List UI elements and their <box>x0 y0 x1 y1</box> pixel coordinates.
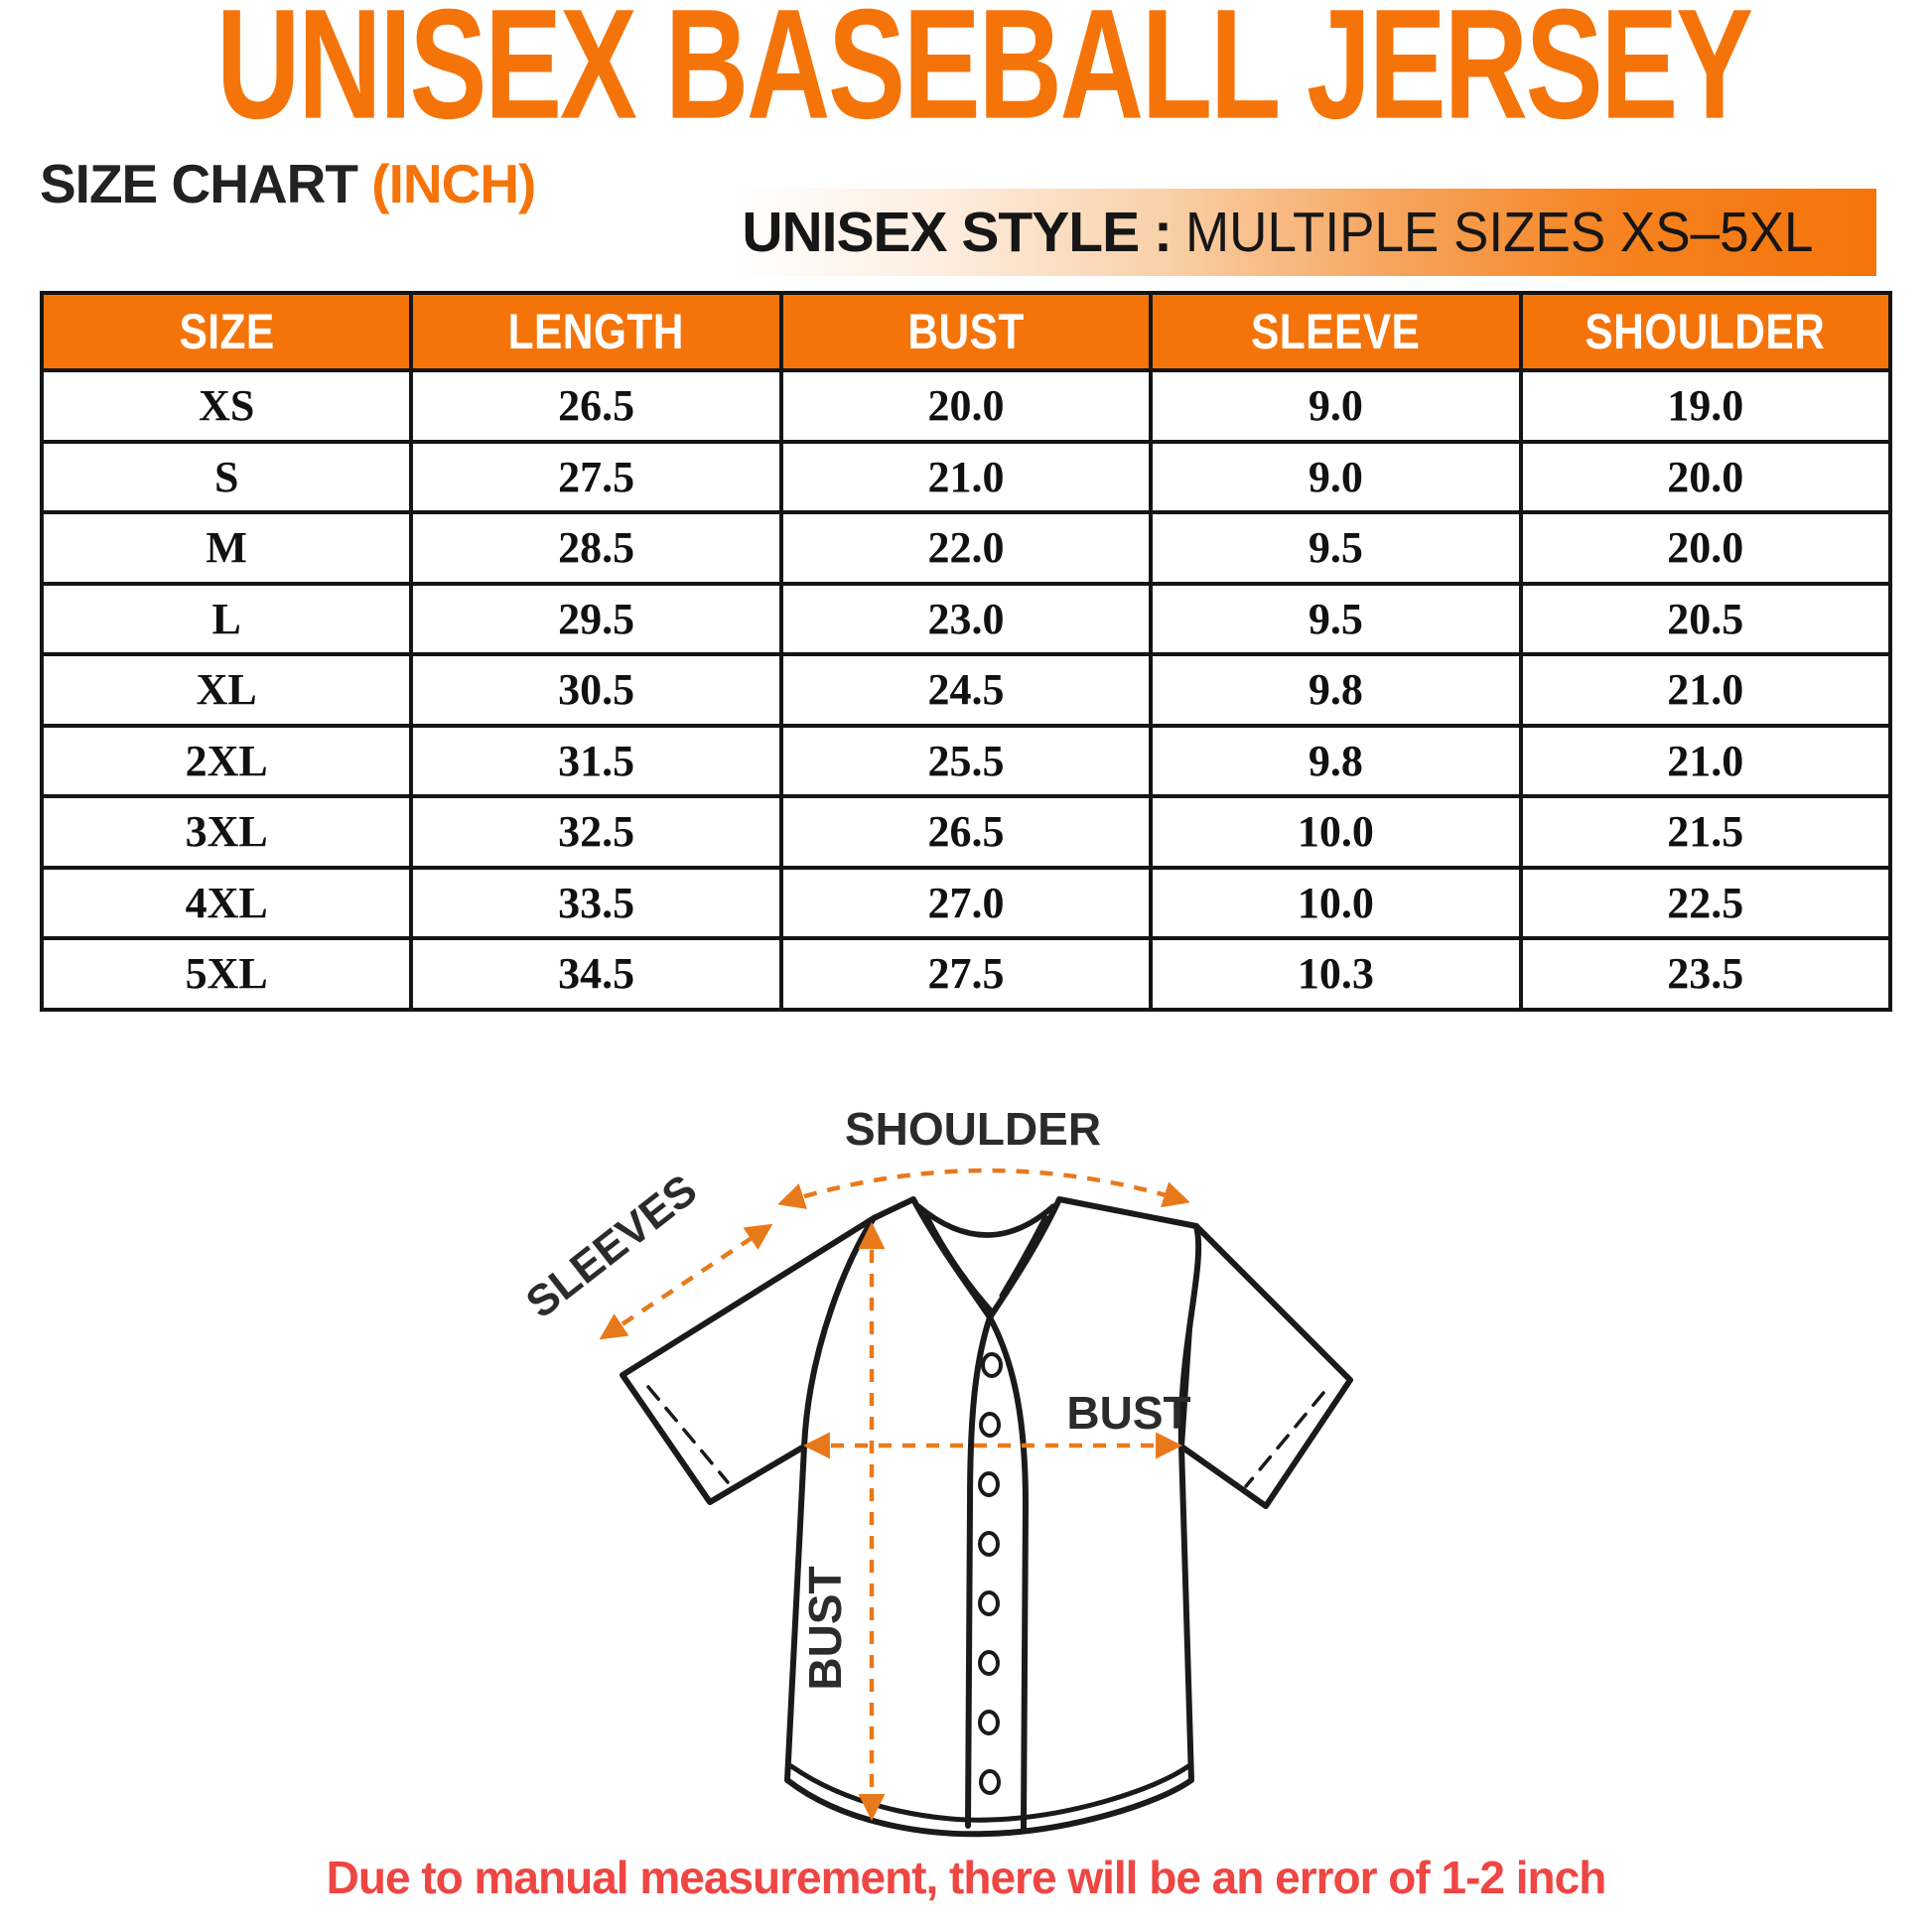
value-cell: 9.0 <box>1151 442 1520 513</box>
column-header-label: LENGTH <box>507 304 685 359</box>
value-cell: 20.5 <box>1521 584 1890 655</box>
value-cell: 21.0 <box>1521 654 1890 726</box>
shoulder-label: SHOULDER <box>844 1103 1102 1155</box>
column-header <box>1151 293 1520 370</box>
page-title <box>0 0 1932 152</box>
button-icon <box>981 1771 999 1793</box>
size-table-header-row <box>42 293 1890 370</box>
value-cell: 10.0 <box>1151 796 1520 868</box>
jersey-svg <box>472 1087 1464 1852</box>
value-cell: 21.5 <box>1521 796 1890 868</box>
value-cell: 31.5 <box>411 726 780 797</box>
value-cell: 9.8 <box>1151 654 1520 726</box>
table-row <box>42 726 1890 797</box>
button-icon <box>980 1592 998 1614</box>
table-row <box>42 654 1890 726</box>
button-icon <box>980 1473 998 1495</box>
value-cell: 27.5 <box>411 442 780 513</box>
table-row <box>42 796 1890 868</box>
value-cell: 10.3 <box>1151 938 1520 1010</box>
shoulder-arrow <box>781 1171 1186 1203</box>
size-cell: 4XL <box>42 868 411 939</box>
value-cell: 10.0 <box>1151 868 1520 939</box>
value-cell: 24.5 <box>781 654 1151 726</box>
inch-unit-label: (INCH) <box>371 153 536 214</box>
column-header-label: SIZE <box>179 304 275 359</box>
column-header <box>42 293 411 370</box>
value-cell: 20.0 <box>1521 442 1890 513</box>
button-icon <box>980 1712 998 1733</box>
column-header <box>1521 293 1890 370</box>
value-cell: 30.5 <box>411 654 780 726</box>
column-header-label: SHOULDER <box>1585 304 1826 359</box>
jersey-body <box>787 1199 1198 1834</box>
length-label: BUST <box>799 1566 851 1691</box>
button-icon <box>980 1533 998 1555</box>
size-cell: M <box>42 512 411 584</box>
table-row <box>42 938 1890 1010</box>
size-cell: S <box>42 442 411 513</box>
value-cell: 23.0 <box>781 584 1151 655</box>
button-icon <box>980 1652 998 1674</box>
table-row <box>42 370 1890 442</box>
column-header-label: SLEEVE <box>1251 304 1421 359</box>
table-row <box>42 868 1890 939</box>
page-title-text: UNISEX BASEBALL JERSEY <box>215 0 1751 152</box>
collar-back-line <box>918 1206 1053 1235</box>
value-cell: 33.5 <box>411 868 780 939</box>
value-cell: 22.0 <box>781 512 1151 584</box>
size-table-body <box>42 370 1890 1010</box>
size-cell: 5XL <box>42 938 411 1010</box>
size-cell: L <box>42 584 411 655</box>
footer-note: Due to manual measurement, there will be an error of 1-2 inch <box>326 1852 1606 1903</box>
table-row <box>42 584 1890 655</box>
column-header <box>411 293 780 370</box>
size-table <box>40 291 1892 1012</box>
table-row <box>42 512 1890 584</box>
value-cell: 25.5 <box>781 726 1151 797</box>
size-cell: XS <box>42 370 411 442</box>
value-cell: 28.5 <box>411 512 780 584</box>
value-cell: 21.0 <box>781 442 1151 513</box>
banner-value: MULTIPLE SIZES XS–5XL <box>1184 201 1814 264</box>
size-cell: 3XL <box>42 796 411 868</box>
value-cell: 22.5 <box>1521 868 1890 939</box>
jersey-diagram <box>472 1087 1464 1852</box>
value-cell: 34.5 <box>411 938 780 1010</box>
value-cell: 26.5 <box>781 796 1151 868</box>
size-cell: 2XL <box>42 726 411 797</box>
banner-label: UNISEX STYLE : <box>742 201 1172 264</box>
bust-label: BUST <box>1066 1387 1191 1439</box>
size-cell: XL <box>42 654 411 726</box>
value-cell: 9.5 <box>1151 512 1520 584</box>
value-cell: 9.5 <box>1151 584 1520 655</box>
table-row <box>42 442 1890 513</box>
value-cell: 9.8 <box>1151 726 1520 797</box>
size-table-head <box>42 293 1890 370</box>
value-cell: 21.0 <box>1521 726 1890 797</box>
value-cell: 20.0 <box>781 370 1151 442</box>
sleeves-label: SLEEVES <box>517 1165 707 1328</box>
button-icon <box>981 1414 999 1436</box>
value-cell: 26.5 <box>411 370 780 442</box>
value-cell: 9.0 <box>1151 370 1520 442</box>
column-header <box>781 293 1151 370</box>
value-cell: 19.0 <box>1521 370 1890 442</box>
column-header-label: BUST <box>907 304 1025 359</box>
value-cell: 23.5 <box>1521 938 1890 1010</box>
value-cell: 29.5 <box>411 584 780 655</box>
value-cell: 32.5 <box>411 796 780 868</box>
value-cell: 27.5 <box>781 938 1151 1010</box>
size-chart-heading <box>40 152 535 215</box>
value-cell: 27.0 <box>781 868 1151 939</box>
button-icon <box>983 1354 1001 1376</box>
style-banner <box>732 189 1876 276</box>
size-chart-label: SIZE CHART <box>40 153 372 214</box>
value-cell: 20.0 <box>1521 512 1890 584</box>
